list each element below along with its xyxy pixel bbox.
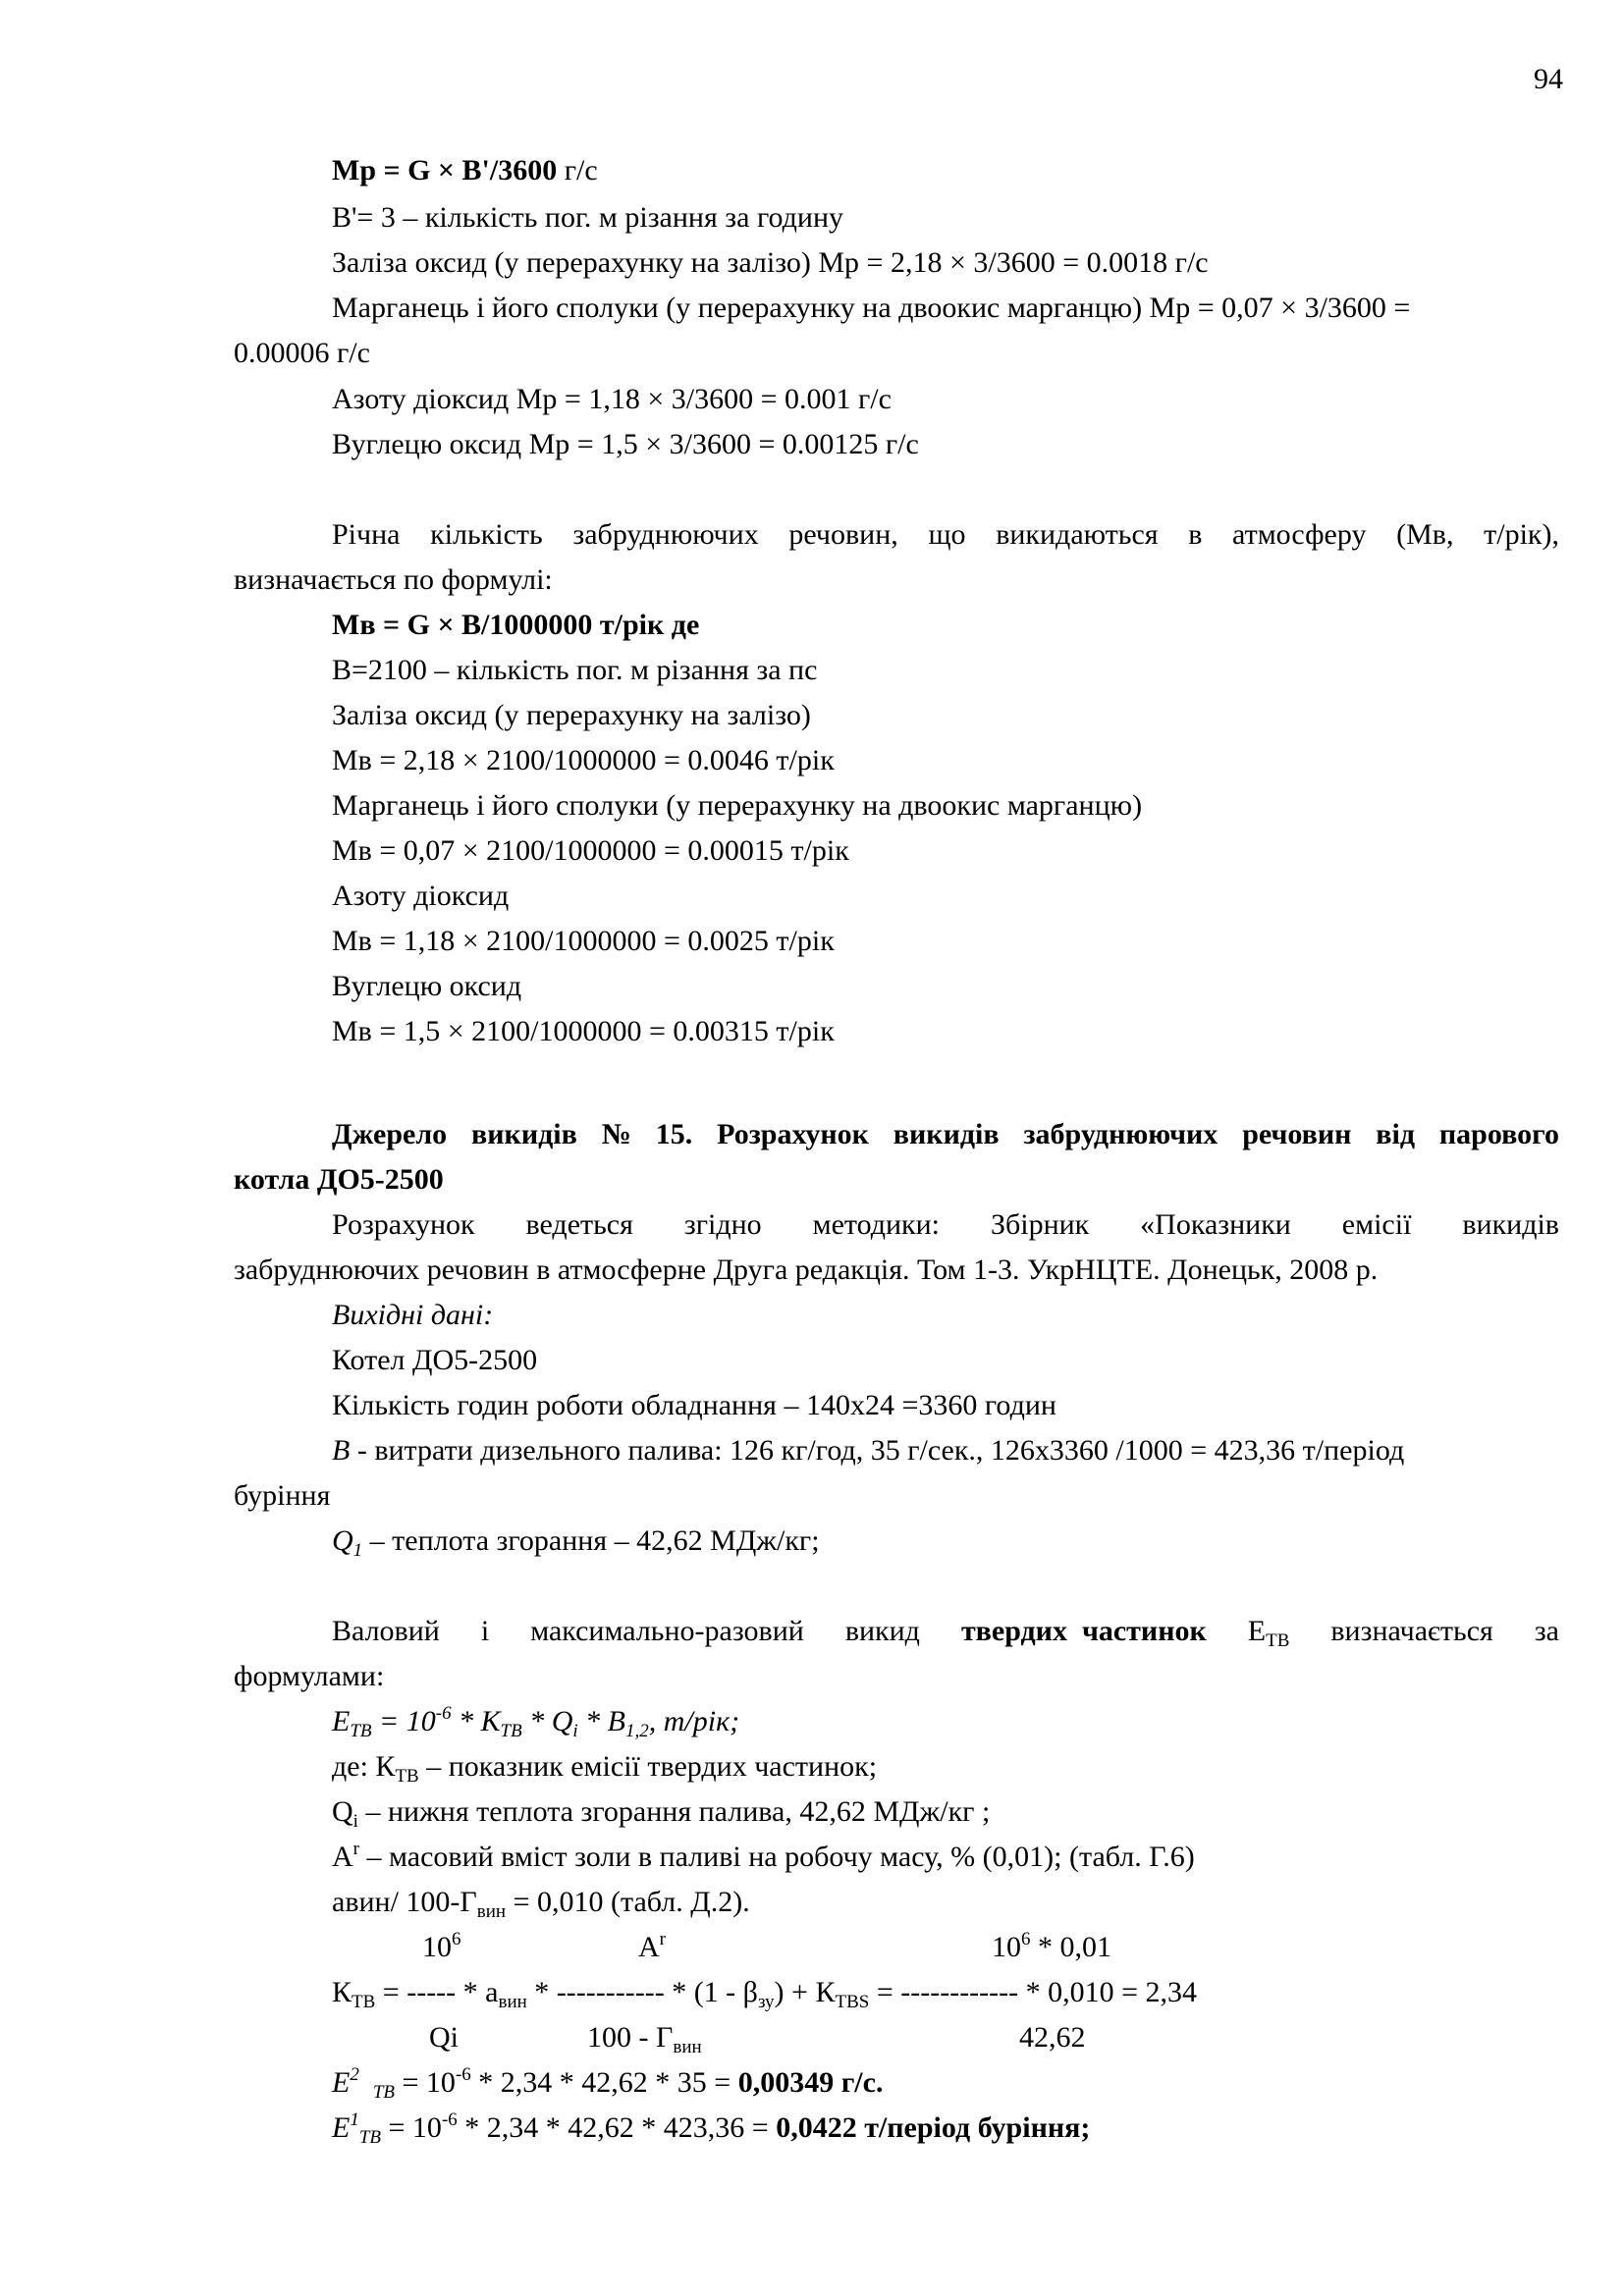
avyn-b: = 0,010 (табл. Д.2).	[506, 1886, 750, 1918]
fuel-line1	[332, 1432, 1404, 1469]
main-e: = ------------ * 0,010 = 2,34	[869, 1976, 1198, 2008]
word: «Показники	[1140, 1208, 1291, 1241]
main-sub4: ТВS	[835, 1992, 870, 2012]
word: кількість	[430, 518, 543, 551]
iron-oxide-mv: Мв = 2,18 × 2100/1000000 = 0.0046 т/рік	[332, 744, 835, 776]
fuel-symbol: В	[332, 1434, 351, 1467]
word: Валовий	[332, 1615, 440, 1647]
e1-sub: ТВ	[358, 2127, 382, 2148]
word: методики:	[812, 1208, 941, 1241]
f-end: , т/рік;	[648, 1705, 740, 1737]
word: Річна	[332, 518, 401, 551]
word: парового	[1438, 1118, 1559, 1150]
word: Збірник	[990, 1208, 1090, 1241]
boiler-line: Котел ДО5-2500	[332, 1344, 538, 1376]
hours-line: Кількість годин роботи обладнання – 140х24 =3360 годин	[332, 1389, 1056, 1421]
e2-result: 0,00349 г/с.	[737, 2066, 884, 2099]
line-b-annual: В=2100 – кількість пог. м різання за пс	[332, 654, 818, 686]
main-a: К	[332, 1976, 352, 2008]
annual-intro-line1	[332, 516, 1559, 554]
e2-mid: = 10	[395, 2066, 456, 2099]
avyn-line	[332, 1884, 750, 1921]
word: Джерело	[332, 1118, 448, 1150]
e2-sub: ТВ	[372, 2082, 396, 2103]
k-definition	[332, 1748, 877, 1786]
main-sub3: зу	[757, 1992, 775, 2012]
word: 15.	[655, 1118, 693, 1150]
fraction-num1	[422, 1929, 461, 1966]
word: Розрахунок	[332, 1208, 475, 1241]
num3-exp: 6	[1021, 1929, 1031, 1949]
word: визначається	[1330, 1615, 1493, 1647]
f-mid: = 10	[371, 1705, 436, 1737]
main-d: ) + К	[774, 1976, 836, 2008]
word: викид	[844, 1615, 920, 1647]
nitrogen-dioxide-mv: Мв = 1,18 × 2100/1000000 = 0.0025 т/рік	[332, 925, 835, 957]
formula-mv	[332, 607, 699, 644]
e2-sym: Е	[332, 2066, 351, 2099]
f-k: * К	[451, 1705, 501, 1737]
main-c: * ----------- * (1 - β	[526, 1976, 758, 2008]
f-e-sub: ТВ	[350, 1721, 372, 1741]
manganese-mp-line1: Марганець і його сполуки (у перерахунку на двоокис марганцю) Мр = 0,07 × 3/3600 =	[332, 292, 1411, 324]
k-def-sub: ТВ	[395, 1766, 419, 1787]
q-definition	[332, 1793, 990, 1831]
e2-rest: * 2,34 * 42,62 * 35 =	[470, 2066, 738, 2099]
main-sub2: вин	[498, 1992, 527, 2012]
carbon-oxide-label: Вуглецю оксид	[332, 970, 522, 1002]
e1-sup: 1	[350, 2109, 359, 2130]
solids-bold-term: твердих частинок	[960, 1615, 1207, 1647]
k-def-a: де: К	[332, 1750, 396, 1783]
word: згідно	[683, 1208, 762, 1241]
a-def-sup: r	[352, 1839, 359, 1859]
e1-sym: Е	[332, 2111, 351, 2144]
formula-mp	[332, 152, 598, 189]
formula-etv	[332, 1703, 739, 1740]
a-def-b: – масовий вміст золи в паливі на робочу масу, % (0,01); (табл. Г.6)	[359, 1841, 1195, 1873]
fraction-main-line	[332, 1974, 1197, 2011]
fraction-num3	[992, 1929, 1111, 1966]
word: максимально-разовий	[530, 1615, 804, 1647]
a-def-a: А	[332, 1841, 353, 1873]
word: забруднюючих	[572, 518, 759, 551]
num2-exp: r	[659, 1929, 666, 1949]
k-def-b: – показник емісії твердих частинок;	[418, 1750, 878, 1783]
word: емісії	[1341, 1208, 1412, 1241]
f-exp: -6	[435, 1703, 452, 1724]
word: (Мв,	[1396, 518, 1454, 551]
manganese-mp-line2: 0.00006 г/с	[234, 337, 370, 369]
e2-sup: 2	[350, 2064, 359, 2085]
fuel-line2: буріння	[234, 1479, 331, 1512]
f-k-sub: ТВ	[500, 1721, 522, 1741]
f-b: * B	[577, 1705, 625, 1737]
word: забруднюючих	[1023, 1118, 1218, 1150]
avyn-sub: вин	[476, 1901, 507, 1922]
heat-symbol: Q	[332, 1524, 353, 1557]
fraction-num2	[638, 1929, 666, 1966]
fraction-den2	[587, 2019, 702, 2056]
f-b-sub: 1,2	[624, 1721, 649, 1741]
word: викидів	[1462, 1208, 1559, 1241]
formula-mp-unit: г/с	[557, 154, 598, 187]
den2-sub: вин	[673, 2037, 702, 2057]
e-letter: Е	[1247, 1615, 1267, 1647]
fuel-text: - витрати дизельного палива: 126 кг/год, 35 г/сек., 126х3360 /1000 = 423,36 т/період	[350, 1434, 1405, 1467]
num3-rest: * 0,01	[1030, 1931, 1111, 1963]
num1-base: 10	[422, 1931, 452, 1963]
method-line1	[332, 1206, 1559, 1244]
a-definition	[332, 1839, 1195, 1876]
e-tv-symbol	[1248, 1613, 1290, 1650]
q-def-a: Q	[332, 1795, 353, 1828]
method-line2: забруднюючих речовин в атмосферне Друга редакція. Том 1-3. УкрНЦТЕ. Донецьк, 2008 р.	[234, 1254, 1379, 1286]
nitrogen-dioxide-label: Азоту діоксид	[332, 880, 510, 912]
carbon-oxide-mp: Вуглецю оксид Мр = 1,5 × 3/3600 = 0.00125 г/с	[332, 428, 919, 460]
word: від	[1376, 1118, 1415, 1150]
e2-result-line	[332, 2064, 883, 2102]
word: Розрахунок	[717, 1118, 869, 1150]
initial-data-label	[332, 1297, 493, 1334]
num2-base: А	[638, 1931, 660, 1963]
iron-oxide-mp: Заліза оксид (у перерахунку на залізо) Мр = 2,18 × 3/3600 = 0.0018 г/с	[332, 246, 1209, 279]
carbon-oxide-mv: Мв = 1,5 × 2100/1000000 = 0.00315 т/рік	[332, 1015, 835, 1047]
avyn-a: авин/ 100-Г	[332, 1886, 477, 1918]
page-number: 94	[1534, 63, 1563, 95]
word: і	[480, 1615, 490, 1647]
fraction-den3: 42,62	[1019, 2021, 1086, 2054]
heat-subscript: 1	[352, 1540, 363, 1561]
word: т/рік),	[1484, 518, 1559, 551]
heat-line	[332, 1522, 820, 1560]
fraction-den1: Qi	[429, 2021, 459, 2054]
word: викидів	[471, 1118, 577, 1150]
section-heading-line2: котла ДО5-2500	[234, 1163, 444, 1196]
iron-oxide-label: Заліза оксид (у перерахунку на залізо)	[332, 699, 811, 731]
formula-mp-text: Мр = G × В'/3600	[332, 154, 558, 187]
initial-data-text: Вихідні дані:	[332, 1299, 494, 1331]
den2-a: 100 - Г	[587, 2021, 674, 2054]
e-subscript: ТВ	[1266, 1630, 1290, 1651]
word: в	[1188, 518, 1203, 551]
manganese-label: Марганець і його сполуки (у перерахунку на двоокис марганцю)	[332, 789, 1143, 822]
word: за	[1534, 1615, 1559, 1647]
q-def-b: – нижня теплота згорання палива, 42,62 МДж/кг ;	[357, 1795, 991, 1828]
e2-exp: -6	[455, 2064, 471, 2085]
annual-intro-line2: визначається по формулі:	[234, 563, 553, 596]
nitrogen-dioxide-mp: Азоту діоксид Мр = 1,18 × 3/3600 = 0.001 г/с	[332, 383, 892, 415]
f-q: * Q	[521, 1705, 573, 1737]
word: №	[601, 1118, 631, 1150]
e1-mid: = 10	[381, 2111, 442, 2144]
word: атмосферу	[1232, 518, 1367, 551]
main-sub1: ТВ	[352, 1992, 376, 2012]
num3-base: 10	[992, 1931, 1021, 1963]
f-q-sub: i	[572, 1721, 578, 1741]
q-def-sub: i	[352, 1811, 358, 1832]
section-heading-line1	[332, 1116, 1559, 1153]
line-b-hourly: В'= 3 – кількість пог. м різання за годину	[332, 201, 844, 234]
e1-result: 0,0422 т/період буріння;	[776, 2111, 1091, 2144]
num1-exp: 6	[452, 1929, 461, 1949]
word: речовин	[1242, 1118, 1352, 1150]
word: викидаються	[996, 518, 1159, 551]
e1-exp: -6	[441, 2109, 458, 2130]
manganese-mv: Мв = 0,07 × 2100/1000000 = 0.00015 т/рік	[332, 834, 849, 867]
formula-mv-text: Мв = G × В/1000000 т/рік де	[332, 609, 700, 641]
word: ведеться	[525, 1208, 633, 1241]
solids-intro-line2: формулами:	[234, 1660, 385, 1692]
word: викидів	[893, 1118, 1000, 1150]
word: що	[928, 518, 966, 551]
heat-text: – теплота згорання – 42,62 МДж/кг;	[362, 1524, 820, 1557]
f-e: Е	[332, 1705, 351, 1737]
solids-intro-line1	[332, 1613, 1559, 1650]
e1-rest: * 2,34 * 42,62 * 423,36 =	[457, 2111, 777, 2144]
e1-result-line	[332, 2109, 1090, 2147]
main-b: = ----- * а	[375, 1976, 499, 2008]
word: речовин,	[788, 518, 898, 551]
